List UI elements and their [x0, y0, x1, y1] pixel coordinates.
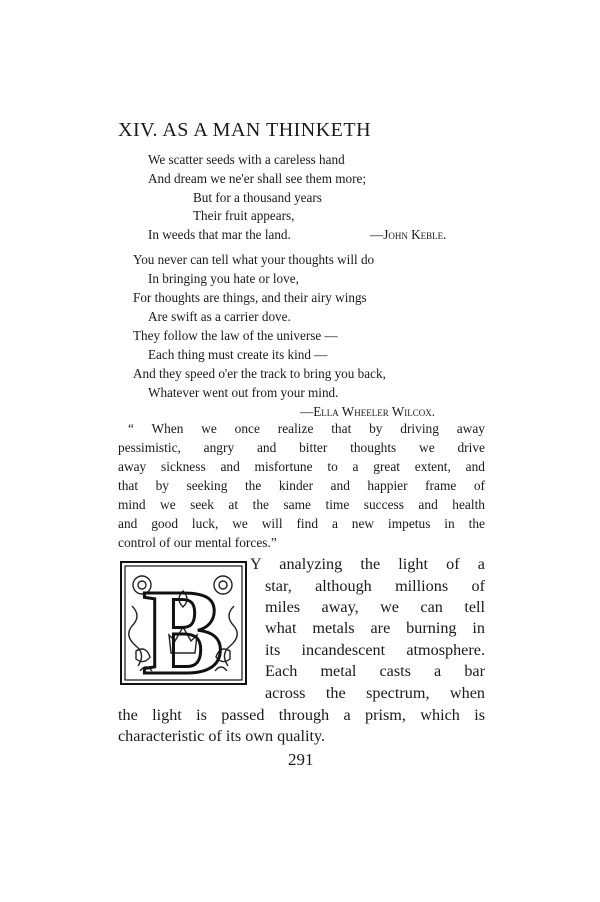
body-line: miles away, we can tell [265, 598, 485, 616]
quote-line: “ When we once realize that by driving away [128, 421, 485, 436]
page-number: 291 [288, 750, 314, 769]
poem-line: Are swift as a carrier dove. [148, 309, 291, 324]
body-line: Y analyzing the light of a [250, 555, 485, 573]
poem-line: Each thing must create its kind — [148, 347, 328, 362]
poem-line: In weeds that mar the land. [148, 227, 291, 242]
poem-attribution: —Ella Wheeler Wilcox. [300, 404, 436, 419]
body-line: Each metal casts a bar [265, 662, 485, 680]
poem-line: We scatter seeds with a careless hand [148, 152, 345, 167]
body-line: its incandescent atmosphere. [265, 641, 485, 659]
poem-line: For thoughts are things, and their airy wings [133, 290, 367, 305]
body-line: characteristic of its own quality. [118, 727, 326, 745]
body-line: what metals are burning in [265, 619, 485, 637]
chapter-title: XIV. AS A MAN THINKETH [118, 119, 372, 141]
quote-line: that by seeking the kinder and happier frame of [118, 478, 485, 493]
poem-line: They follow the law of the universe — [133, 328, 338, 343]
quote-line: control of our mental forces.” [118, 535, 277, 550]
quote-line: away sickness and misfortune to a great extent, and [118, 459, 485, 474]
poem-line: But for a thousand years [193, 190, 322, 205]
poem-line: And they speed o'er the track to bring you back, [133, 366, 386, 381]
body-line: the light is passed through a prism, which is [118, 706, 485, 724]
poem-line: You never can tell what your thoughts will do [133, 252, 375, 267]
poem-line: And dream we ne'er shall see them more; [148, 171, 367, 186]
quote-line: pessimistic, angry and bitter thoughts we drive [118, 440, 485, 455]
quote-line: and good luck, we will find a new impetus in the [118, 516, 485, 531]
poem-line: Their fruit appears, [193, 208, 295, 223]
poem-line: Whatever went out from your mind. [148, 385, 339, 400]
body-line: star, although millions of [265, 577, 485, 595]
ornamental-drop-cap [120, 561, 247, 685]
poem-attribution: —John Keble. [370, 227, 447, 242]
body-line: across the spectrum, when [265, 684, 485, 702]
poem-line: In bringing you hate or love, [148, 271, 299, 286]
drop-cap-letter: B [142, 565, 224, 685]
quote-line: mind we seek at the same time success and health [118, 497, 485, 512]
